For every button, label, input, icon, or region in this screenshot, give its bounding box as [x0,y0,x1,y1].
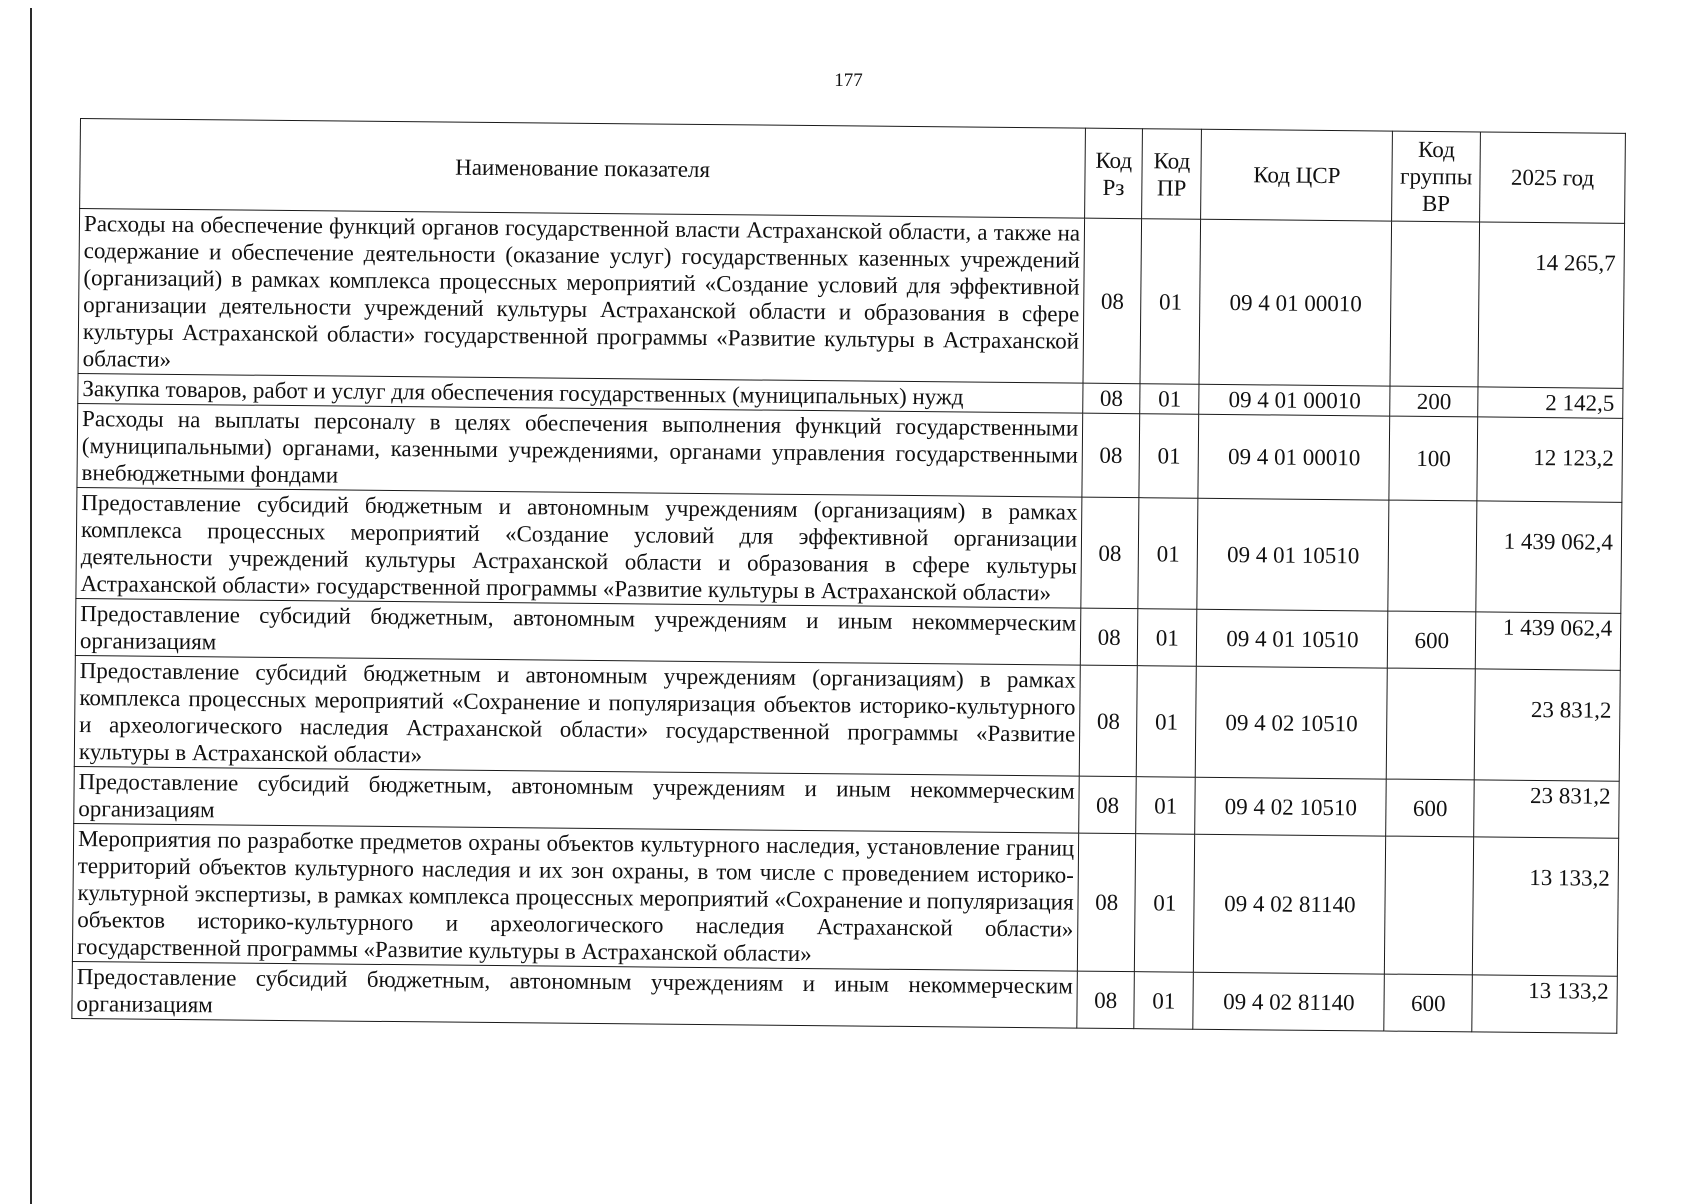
header-rz: Код Рз [1085,128,1143,219]
cell-amount: 1 439 062,4 [1476,501,1622,613]
cell-csr: 09 4 01 00010 [1199,384,1390,416]
cell-csr: 09 4 01 00010 [1198,414,1390,500]
cell-amount: 23 831,2 [1474,780,1619,838]
cell-name: Расходы на обеспечение функций органов государственной власти Астраханской области, а также на содержание и обеспечение деятельности (оказание услуг) государственных казенных учреждений (организаций) в рамках комплекса процессных мероприятий «Создание условий для эффективной организации деятельности учреждений культуры Астраханской области и образования в сфере культуры Астраханской области» государственной программы «Развитие культуры в Астраханской области» [78,209,1085,384]
page-number: 177 [834,70,863,91]
cell-name: Предоставление субсидий бюджетным и автономным учреждениям (организациям) в рамках комплекса процессных мероприятий «Сохранение и популяризация объектов историко-культурного и археологического наследия Астраханской области» государственной программы «Развитие культуры в Астраханской области» [74,655,1080,776]
cell-pr: 01 [1140,219,1201,385]
header-name: Наименование показателя [80,119,1086,219]
cell-rz: 08 [1082,413,1140,498]
cell-vr: 100 [1389,416,1478,501]
cell-csr: 09 4 01 10510 [1197,498,1389,611]
cell-vr: 600 [1386,779,1474,837]
cell-name: Расходы на выплаты персоналу в целях обеспечения выполнения функций государственными (муниципальными) органами, казенными учреждениями, органами управления государственными внебюджетными фондами [77,403,1083,497]
table-row [77,403,1623,502]
cell-name: Предоставление субсидий бюджетным, автономным учреждениям и иным некоммерческим организациям [72,961,1078,1028]
cell-csr: 09 4 02 81140 [1193,972,1384,1031]
budget-table [71,118,1626,1034]
header-year: 2025 год [1480,132,1626,223]
cell-vr [1390,221,1479,387]
cell-csr: 09 4 02 81140 [1194,834,1386,974]
cell-pr: 01 [1136,777,1196,835]
table-header-row [80,119,1626,224]
cell-amount: 13 133,2 [1472,975,1617,1033]
cell-rz: 08 [1079,776,1137,834]
cell-rz: 08 [1079,665,1137,777]
cell-vr [1388,500,1477,612]
cell-amount: 12 123,2 [1477,417,1623,502]
cell-pr: 01 [1134,972,1194,1030]
header-pr: Код ПР [1142,129,1202,220]
cell-amount: 1 439 062,4 [1475,612,1620,670]
table-body [72,209,1625,1034]
cell-pr: 01 [1138,498,1198,610]
cell-vr: 200 [1390,386,1478,417]
cell-vr: 600 [1388,611,1476,669]
cell-pr: 01 [1137,609,1197,667]
cell-vr [1385,836,1474,975]
cell-rz: 08 [1083,383,1140,414]
cell-name: Предоставление субсидий бюджетным, автономным учреждениям и иным некоммерческим организациям [75,598,1081,665]
header-csr: Код ЦСР [1201,129,1393,221]
cell-amount: 2 142,5 [1478,387,1623,418]
cell-amount: 23 831,2 [1474,669,1620,781]
cell-rz: 08 [1077,971,1135,1029]
table-row [78,209,1625,389]
cell-pr: 01 [1135,834,1196,973]
cell-name: Предоставление субсидий бюджетным, автономным учреждениям и иным некоммерческим организациям [74,766,1080,833]
cell-name: Закупка товаров, работ и услуг для обеспечения государственных (муниципальных) нужд [78,373,1083,413]
header-vr: Код группы ВР [1392,131,1481,222]
table-row [72,823,1618,976]
cell-pr: 01 [1139,414,1199,499]
cell-csr: 09 4 01 00010 [1199,219,1391,386]
cell-amount: 14 265,7 [1478,222,1624,388]
cell-vr [1387,668,1476,780]
cell-name: Предоставление субсидий бюджетным и автономным учреждениям (организациям) в рамках комплекса процессных мероприятий «Создание условий для эффективной организации деятельности учреждений культуры Астраханской области и образования в сфере культуры Астраханской области» государственной программы «Развитие культуры в Астраханской области» [76,487,1082,608]
table-row [74,655,1620,781]
cell-rz: 08 [1080,608,1138,666]
cell-rz: 08 [1081,497,1139,609]
cell-amount: 13 133,2 [1472,837,1618,976]
cell-pr: 01 [1140,384,1200,415]
scan-edge-line [30,8,32,1204]
cell-vr: 600 [1384,974,1472,1032]
cell-pr: 01 [1136,666,1196,778]
cell-csr: 09 4 02 10510 [1195,777,1386,836]
cell-rz: 08 [1083,218,1142,384]
cell-csr: 09 4 01 10510 [1197,609,1388,668]
cell-rz: 08 [1077,833,1135,972]
cell-csr: 09 4 02 10510 [1196,666,1388,779]
cell-name: Мероприятия по разработке предметов охраны объектов культурного наследия, установление границ территорий объектов культурного наследия и их зон охраны, в том числе с проведением историко-культурной экспертизы, в рамках комплекса процессных мероприятий «Сохранение и популяризация объектов историко-культурного и археологического наследия Астраханской области» государственной программы «Развитие культуры в Астраханской области» [72,823,1078,971]
document-sheet [71,118,1626,1034]
table-row [76,487,1622,613]
